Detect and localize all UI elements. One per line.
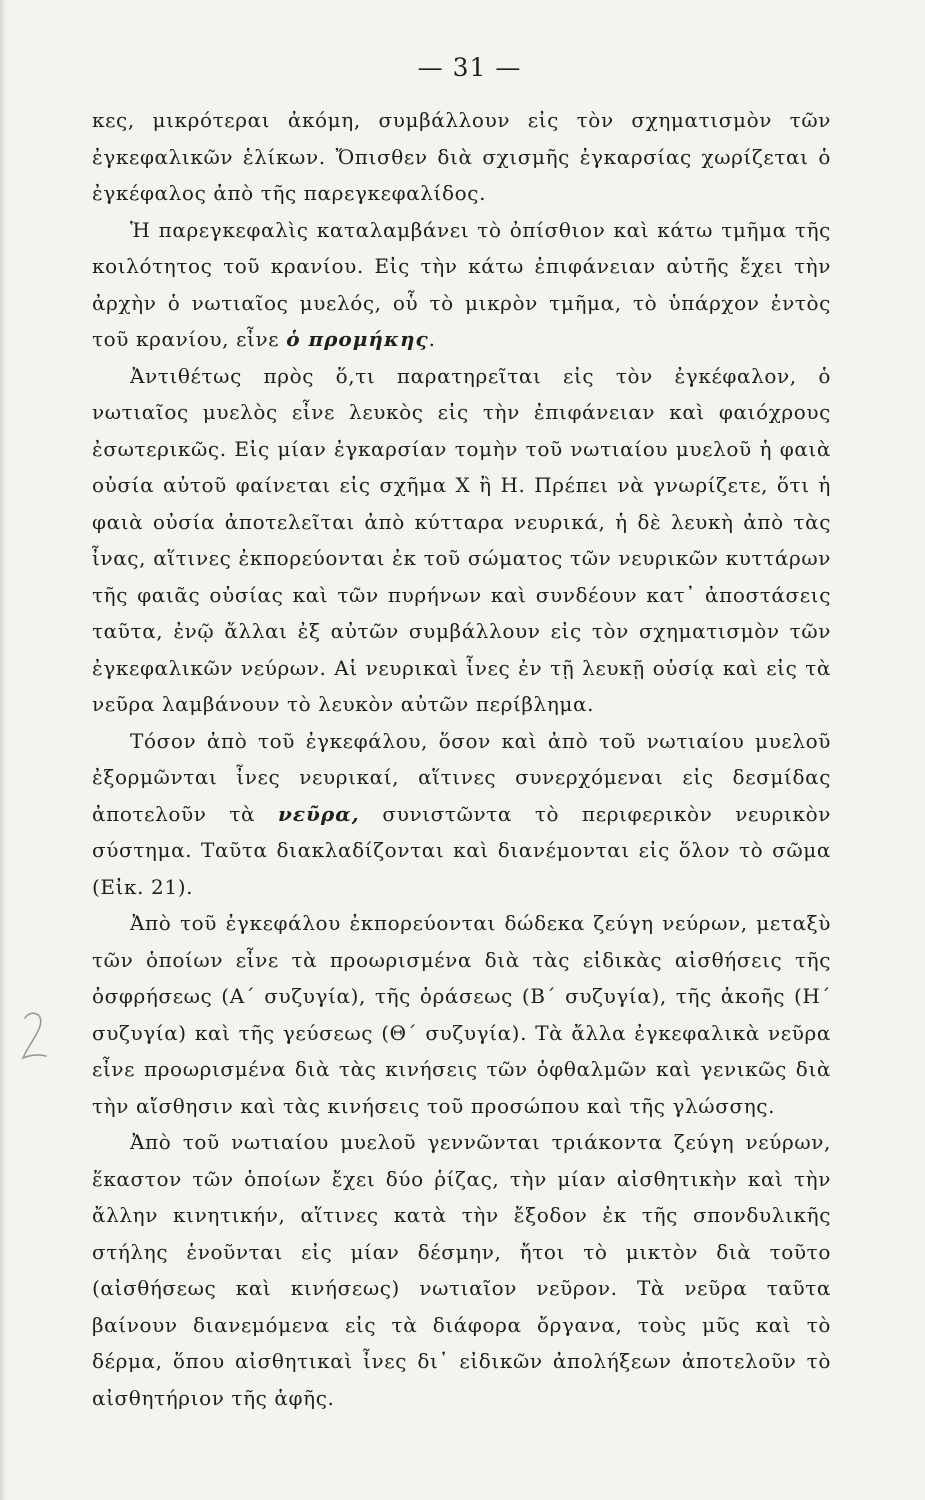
paragraph-1: κες, μικρότεραι ἀκόμη, συμβάλλουν εἰς τὸν σχηματισμὸν τῶν ἐγκεφαλικῶν ἑλίκων. Ὄπισθεν διὰ σχισμῆς ἐγκαρσίας χωρίζεται ὁ ἐγκέφαλος ἀπὸ τῆς παρεγκεφαλίδος. (92, 108, 831, 205)
term-promikis: ὁ προμήκης (286, 327, 429, 351)
body-text (92, 102, 831, 1416)
handwritten-margin-mark (20, 1008, 48, 1064)
paragraph-5: Ἀπὸ τοῦ ἐγκεφάλου ἐκπορεύονται δώδεκα ζεύγη νεύρων, μεταξὺ τῶν ὁποίων εἶνε τὰ προωρισμένα διὰ τὰς εἰδικὰς αἰσθήσεις τῆς ὀσφρήσεως (Α΄ συζυγία), τῆς ὁράσεως (Β΄ συζυγία), τῆς ἀκοῆς (Η΄ συζυγία) καὶ τῆς γεύσεως (Θ΄ συζυγία). Τὰ ἄλλα ἐγκεφαλικὰ νεῦρα εἶνε προωρισμένα διὰ τὰς κινήσεις τῶν ὀφθαλμῶν καὶ γενικῶς διὰ τὴν αἴσθησιν καὶ τὰς κινήσεις τοῦ προσώπου καὶ τῆς γλώσσης. (92, 911, 831, 1118)
paragraph-2-text-before: Ἡ παρεγκεφαλὶς καταλαμβάνει τὸ ὀπίσθιον καὶ κάτω τμῆμα τῆς κοιλότητος τοῦ κρανίου. Εἰς τὴν κάτω ἐπιφάνειαν αὐτῆς ἔχει τὴν ἀρχὴν ὁ νωτιαῖος μυελός, οὗ τὸ μικρὸν τμῆμα, τὸ ὑπάρχον ἐντὸς τοῦ κρανίου, εἶνε (92, 217, 831, 351)
paragraph-4-text-after: συνιστῶντα τὸ περιφερικὸν νευρικὸν σύστημα. Ταῦτα διακλαδίζονται καὶ διανέμονται εἰς ὅλον τὸ σῶμα (Εἰκ. 21). (92, 801, 831, 899)
paragraph-4 (92, 723, 831, 906)
page-number: — 31 — (417, 53, 522, 82)
paragraph-6: Ἀπὸ τοῦ νωτιαίου μυελοῦ γεννῶνται τριάκοντα ζεύγη νεύρων, ἕκαστον τῶν ὁποίων ἔχει δύο ῥίζας, τὴν μίαν αἰσθητικὴν καὶ τὴν ἄλλην κινητικήν, αἵτινες κατὰ τὴν ἔξοδον ἐκ τῆς σπονδυλικῆς στήλης ἑνοῦνται εἰς μίαν δέσμην, ἤτοι τὸ μικτὸν διὰ τοῦτο (αἰσθήσεως καὶ κινήσεως) νωτιαῖον νεῦρον. Τὰ νεῦρα ταῦτα βαίνουν διανεμόμενα εἰς τὰ διάφορα ὄργανα, τοὺς μῦς καὶ τὸ δέρμα, ὅπου αἰσθητικαὶ ἶνες δι᾽ εἰδικῶν ἀπολήξεων ἀποτελοῦν τὸ αἰσθητήριον τῆς ἁφῆς. (92, 1130, 831, 1410)
page-edge-shadow (0, 0, 6, 1500)
paragraph-2-text-after: . (428, 327, 436, 351)
term-neura: νεῦρα, (278, 801, 360, 826)
paragraph-4-text-before: Τόσον ἀπὸ τοῦ ἐγκεφάλου, ὅσον καὶ ἀπὸ τοῦ νωτιαίου μυελοῦ ἐξορμῶνται ἶνες νευρικαί, αἵτινες συνερχόμεναι εἰς δεσμίδας ἀποτελοῦν τὰ (92, 728, 831, 826)
paragraph-2 (92, 212, 831, 358)
paragraph-3: Ἀντιθέτως πρὸς ὅ,τι παρατηρεῖται εἰς τὸν ἐγκέφαλον, ὁ νωτιαῖος μυελὸς εἶνε λευκὸς εἰς τὴν ἐπιφάνειαν καὶ φαιόχρους ἐσωτερικῶς. Εἰς μίαν ἐγκαρσίαν τομὴν τοῦ νωτιαίου μυελοῦ ἡ φαιὰ οὐσία αὐτοῦ φαίνεται εἰς σχῆμα Χ ἢ Η. Πρέπει νὰ γνωρίζετε, ὅτι ἡ φαιὰ οὐσία ἀποτελεῖται ἀπὸ κύτταρα νευρικά, ἡ δὲ λευκὴ ἀπὸ τὰς ἶνας, αἵτινες ἐκπορεύονται ἐκ τοῦ σώματος τῶν νευρικῶν κυττάρων τῆς φαιᾶς οὐσίας καὶ τῶν πυρήνων καὶ συνδέουν κατ᾽ ἀποστάσεις ταῦτα, ἐνῷ ἄλλαι ἐξ αὐτῶν συμβάλλουν εἰς τὸν σχηματισμὸν τῶν ἐγκεφαλικῶν νεύρων. Αἱ νευρικαὶ ἶνες ἐν τῇ λευκῇ οὐσίᾳ καὶ εἰς τὰ νεῦρα λαμβάνουν τὸ λευκὸν αὐτῶν περίβλημα. (92, 363, 831, 716)
